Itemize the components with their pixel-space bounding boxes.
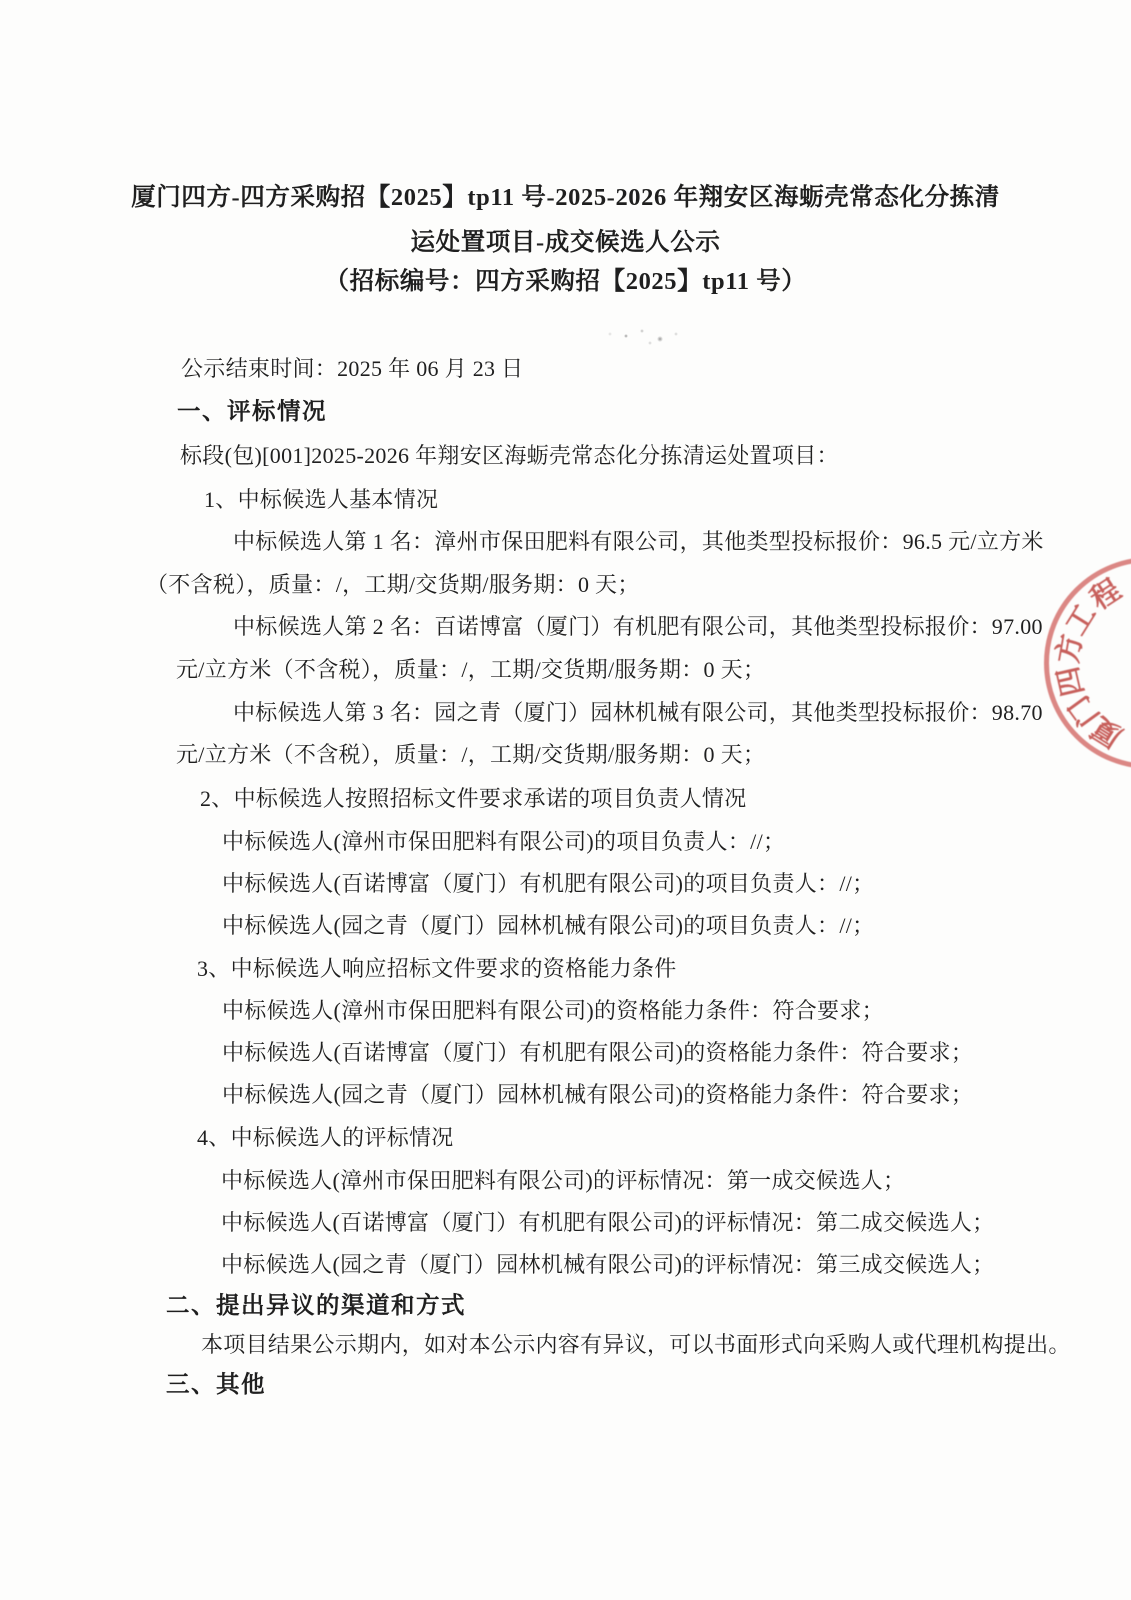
candidate-3-line-2: 元/立方米（不含税），质量：/，工期/交货期/服务期：0 天； (176, 742, 766, 767)
stamp-char-si: 四 (1052, 663, 1090, 699)
stamp-char-xia: 厦 (1086, 710, 1128, 753)
evaluation-result-line-2: 中标候选人(百诺博富（厦门）有机肥有限公司)的评标情况：第二成交候选人； (221, 1210, 995, 1235)
section-1-heading: 一、评标情况 (177, 398, 327, 424)
candidate-1-line-1: 中标候选人第 1 名：漳州市保田肥料有限公司，其他类型投标报价：96.5 元/立方米 (233, 529, 1044, 554)
item-1-heading: 1、中标候选人基本情况 (204, 487, 439, 512)
document-title-line-1: 厦门四方-四方采购招【2025】tp11 号-2025-2026 年翔安区海蛎壳常态化分拣清 (131, 184, 1000, 211)
candidate-2-line-2: 元/立方米（不含税），质量：/，工期/交货期/服务期：0 天； (176, 657, 766, 682)
item-2-heading: 2、中标候选人按照招标文件要求承诺的项目负责人情况 (200, 786, 747, 811)
section-2-heading: 二、提出异议的渠道和方式 (166, 1292, 466, 1318)
scan-smudge (598, 320, 690, 350)
item-3-heading: 3、中标候选人响应招标文件要求的资格能力条件 (197, 956, 677, 981)
qualification-line-1: 中标候选人(漳州市保田肥料有限公司)的资格能力条件：符合要求； (222, 998, 884, 1023)
evaluation-result-line-1: 中标候选人(漳州市保田肥料有限公司)的评标情况：第一成交候选人； (221, 1168, 906, 1193)
candidate-3-line-1: 中标候选人第 3 名：园之青（厦门）园林机械有限公司，其他类型投标报价：98.70 (233, 700, 1043, 725)
document-title-line-2: 运处置项目-成交候选人公示 (410, 229, 721, 256)
project-manager-line-2: 中标候选人(百诺博富（厦门）有机肥有限公司)的项目负责人：//； (222, 871, 875, 896)
lot-line: 标段(包)[001]2025-2026 年翔安区海蛎壳常态化分拣清运处置项目： (180, 443, 839, 468)
stamp-char-gong: 工 (1060, 599, 1103, 641)
project-manager-line-3: 中标候选人(园之青（厦门）园林机械有限公司)的项目负责人：//； (222, 913, 875, 938)
stamp-char-men: 门 (1063, 689, 1106, 732)
item-4-heading: 4、中标候选人的评标情况 (197, 1125, 454, 1150)
qualification-line-3: 中标候选人(园之青（厦门）园林机械有限公司)的资格能力条件：符合要求； (222, 1082, 974, 1107)
section-3-heading: 三、其他 (166, 1371, 266, 1397)
publicity-end-time: 公示结束时间：2025 年 06 月 23 日 (181, 356, 524, 381)
objection-body: 本项目结果公示期内，如对本公示内容有异议，可以书面形式向采购人或代理机构提出。 (201, 1332, 1071, 1357)
project-manager-line-1: 中标候选人(漳州市保田肥料有限公司)的项目负责人：//； (222, 829, 786, 854)
qualification-line-2: 中标候选人(百诺博富（厦门）有机肥有限公司)的资格能力条件：符合要求； (222, 1040, 974, 1065)
stamp-char-fang: 方 (1051, 631, 1089, 667)
tender-number-line: （招标编号：四方采购招【2025】tp11 号） (324, 268, 807, 295)
candidate-2-line-1: 中标候选人第 2 名：百诺博富（厦门）有机肥有限公司，其他类型投标报价：97.00 (233, 614, 1043, 639)
stamp-char-cheng: 程 (1084, 573, 1127, 617)
evaluation-result-line-3: 中标候选人(园之青（厦门）园林机械有限公司)的评标情况：第三成交候选人； (221, 1252, 995, 1277)
candidate-1-line-2: （不含税），质量：/，工期/交货期/服务期：0 天； (146, 572, 640, 597)
